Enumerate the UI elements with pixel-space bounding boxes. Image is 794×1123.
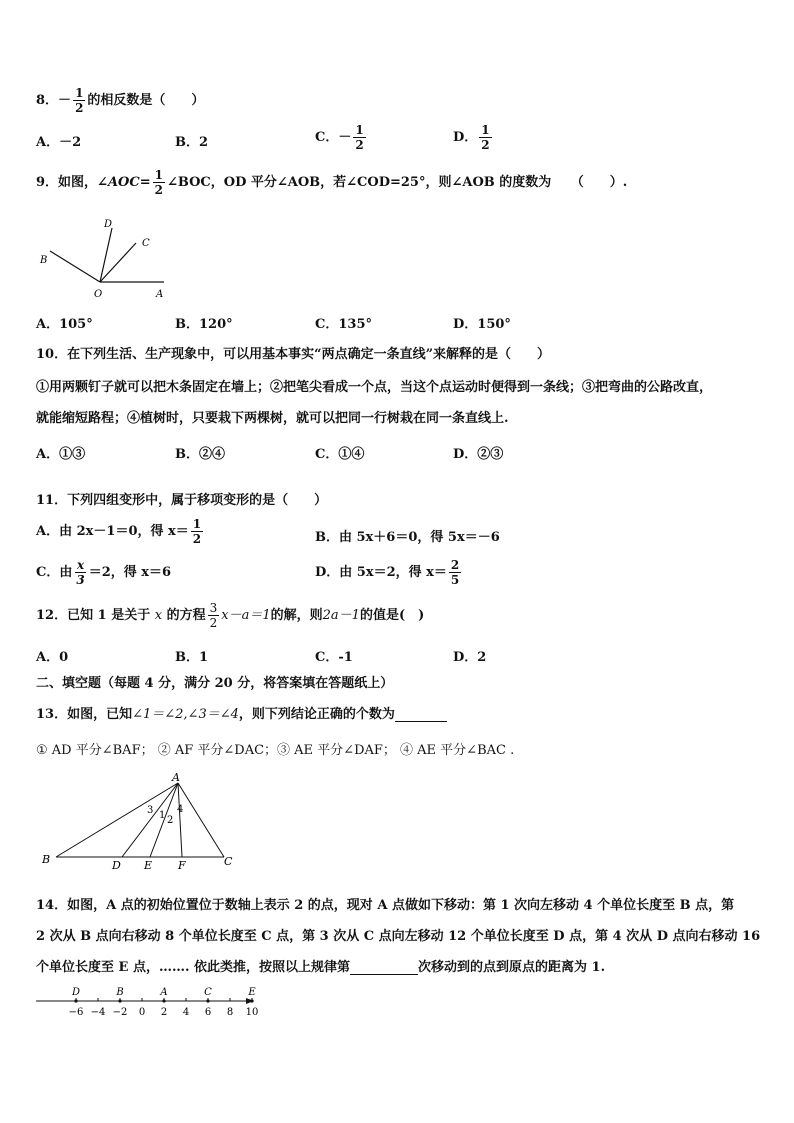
axis-tick-label: 10: [245, 1007, 259, 1018]
q13-triangle-figure: [36, 770, 246, 870]
q9-number: 9．如图，: [36, 175, 98, 190]
axis-tick-label: 0: [138, 1007, 146, 1018]
frac-num: 1: [355, 123, 364, 137]
option-fraction: [74, 558, 86, 587]
q8-frac-num: 1: [75, 86, 84, 100]
q10-option-d[interactable]: D．②③: [453, 447, 504, 462]
angle-3-label: 3: [147, 805, 154, 816]
angle-1-label: 1: [159, 810, 166, 821]
label-b: B: [42, 853, 51, 866]
axis-tick-label: −4: [90, 1007, 106, 1018]
option-fraction: [353, 123, 365, 152]
frac-den: 2: [355, 138, 364, 152]
label-a: A: [156, 289, 164, 300]
q11-option-a[interactable]: [36, 517, 205, 546]
section-2-heading: 二、填空题（每题 4 分，满分 20 分，将答案填在答题纸上）: [36, 676, 394, 691]
q9-fraction: [153, 168, 165, 197]
label-b: B: [40, 255, 48, 266]
q12-tail: 的值是( ): [359, 608, 425, 623]
label-d: D: [112, 859, 121, 870]
q8-fraction: [73, 86, 85, 115]
q9-option-d[interactable]: D．150°: [453, 317, 511, 332]
angle-4-label: 4: [177, 804, 184, 815]
option-text: A．由 2x－1＝0，得 x＝: [36, 524, 189, 539]
q12-post: 的解，则: [270, 608, 323, 623]
axis-point-d: [74, 999, 77, 1002]
q8-option-c[interactable]: [315, 123, 368, 152]
q14-answer-blank[interactable]: [350, 960, 418, 975]
q14-line1: 14．如图，A 点的初始位置位于数轴上表示 2 的点，现对 A 点做如下移动：第 1 次向左移动 4 个单位长度至 B 点，第: [36, 898, 735, 913]
q10-line2: 就能缩短路程；④植树时，只要栽下两棵树，就可以把同一行树栽在同一条直线上.: [36, 411, 509, 426]
q9-option-a[interactable]: A．105°: [36, 317, 93, 332]
label-e: E: [144, 859, 153, 870]
q10-option-c[interactable]: C．①④: [315, 447, 365, 462]
axis-point-b: [118, 999, 121, 1002]
q12-option-b[interactable]: B．1: [175, 650, 209, 665]
axis-point-c: [206, 999, 209, 1002]
q13-condition: ∠1＝∠2,∠3＝∠4: [132, 707, 239, 722]
axis-tick-label: −6: [68, 1007, 84, 1018]
axis-point-a: [162, 999, 165, 1002]
frac-num: 1: [192, 517, 202, 531]
axis-tick-label: 8: [226, 1007, 234, 1018]
q8-text: 的相反数是（ ）: [87, 93, 205, 108]
q9-stem: [36, 168, 627, 197]
q8-stem: [36, 86, 204, 115]
q13-answer-blank[interactable]: [395, 707, 447, 722]
q12-var: x: [154, 608, 163, 623]
ray-oc: [100, 243, 136, 282]
q12-expr: 2a－1: [322, 608, 360, 623]
q13-pre: 13．如图，已知: [36, 707, 133, 722]
frac-den: 2: [209, 616, 218, 630]
q10-stem: 10．在下列生活、生产现象中，可以用基本事实“两点确定一条直线”来解释的是（ ）: [36, 347, 551, 362]
frac-num: 2: [450, 558, 460, 572]
q13-stem: [36, 703, 447, 722]
q10-option-b[interactable]: B．②④: [175, 447, 225, 462]
q11-option-d[interactable]: [315, 558, 463, 587]
q13-items: ① AD 平分∠BAF； ② AF 平分∠DAC；③ AE 平分∠DAF； ④ AE 平分∠BAC .: [36, 743, 515, 758]
frac-den: 2: [154, 183, 163, 197]
frac-num: 1: [154, 168, 163, 182]
axis-point-label: E: [248, 987, 256, 998]
q14-line3-post: 次移动到的点到原点的距离为 1.: [418, 960, 606, 975]
q9-part1: ∠AOC=: [97, 175, 151, 190]
q12-mid: 的方程: [166, 608, 206, 623]
frac-den: 3: [76, 573, 85, 587]
q9-part2: ∠BOC，OD 平分∠AOB，若∠COD=25°，则∠AOB 的度数为 （ ）.: [166, 175, 628, 190]
label-c: C: [142, 238, 150, 249]
axis-point-e: [250, 999, 253, 1002]
axis-point-label: A: [160, 987, 168, 998]
option-label: A．: [36, 135, 60, 150]
q13-post: ，则下列结论正确的个数为: [238, 707, 395, 722]
q11-option-c[interactable]: [36, 558, 171, 587]
q12-option-a[interactable]: A．0: [36, 650, 69, 665]
segment-af: [178, 783, 182, 857]
q8-option-d[interactable]: [453, 123, 494, 152]
axis-points: [71, 987, 256, 1003]
label-o: O: [94, 289, 103, 300]
side-ac: [178, 783, 224, 857]
option-fraction: [191, 517, 203, 546]
q12-option-d[interactable]: D．2: [453, 650, 487, 665]
q8-number: 8．: [36, 93, 59, 108]
q9-option-b[interactable]: B．120°: [175, 317, 233, 332]
frac-den: 2: [192, 532, 202, 546]
q12-option-c[interactable]: C．-1: [315, 650, 353, 665]
q14-line2: 2 次从 B 点向右移动 8 个单位长度至 C 点，第 3 次从 C 点向左移动 12 个单位长度至 D 点，第 4 次从 D 点向右移动 16: [36, 929, 761, 944]
q9-option-c[interactable]: C．135°: [315, 317, 372, 332]
q8-option-b[interactable]: [175, 131, 208, 150]
q11-option-b[interactable]: B．由 5x＋6＝0，得 5x＝－6: [315, 530, 500, 545]
frac-den: 2: [481, 138, 490, 152]
q10-option-a[interactable]: A．①③: [36, 447, 86, 462]
frac-den: 5: [450, 573, 460, 587]
option-text: C．由: [36, 565, 73, 580]
q8-frac-den: 2: [75, 101, 84, 115]
q9-angle-figure: [36, 213, 176, 303]
axis-tick-label: −2: [112, 1007, 128, 1018]
option-value: 2: [199, 135, 209, 150]
option-label: D．: [453, 130, 478, 145]
ray-od: [100, 228, 112, 282]
q10-line1: ①用两颗钉子就可以把木条固定在墙上；②把笔尖看成一个点，当这个点运动时便得到一条线；③把弯曲的公路改直，: [36, 380, 713, 395]
q12-pre: 12．已知 1 是关于: [36, 608, 151, 623]
option-fraction: [449, 558, 461, 587]
axis-tick-label: 2: [160, 1007, 168, 1018]
angle-2-label: 2: [167, 815, 174, 826]
q11-stem: 11．下列四组变形中，属于移项变形的是（ ）: [36, 493, 328, 508]
q8-sign: －: [58, 93, 72, 108]
axis-point-label: D: [71, 987, 81, 998]
option-label: B．: [175, 135, 199, 150]
label-f: F: [178, 859, 186, 870]
q8-option-a[interactable]: [36, 131, 81, 150]
option-label: C．: [315, 130, 339, 145]
ray-ob: [50, 251, 100, 282]
option-sign: －: [338, 130, 352, 145]
axis-point-label: C: [204, 987, 212, 998]
q14-line3-pre: 个单位长度至 E 点，……. 依此类推，按照以上规律第: [36, 960, 351, 975]
q12-fraction: [208, 601, 220, 630]
q12-stem: [36, 601, 424, 630]
frac-num: x: [76, 558, 85, 572]
frac-num: 3: [209, 601, 218, 615]
q12-equation: x－a＝1: [221, 608, 271, 623]
label-c: C: [224, 855, 233, 868]
q14-line3: [36, 956, 605, 975]
frac-num: 1: [481, 123, 490, 137]
option-text: D．由 5x＝2，得 x＝: [315, 565, 447, 580]
q14-number-line: [36, 985, 261, 1019]
axis-point-label: B: [116, 987, 124, 998]
option-text-post: ＝2，得 x＝6: [88, 565, 172, 580]
label-d: D: [104, 219, 113, 230]
label-a: A: [172, 771, 180, 784]
axis-tick-label: 6: [204, 1007, 212, 1018]
option-value: －2: [59, 135, 82, 150]
option-fraction: [479, 123, 491, 152]
axis-tick-label: 4: [182, 1007, 190, 1018]
